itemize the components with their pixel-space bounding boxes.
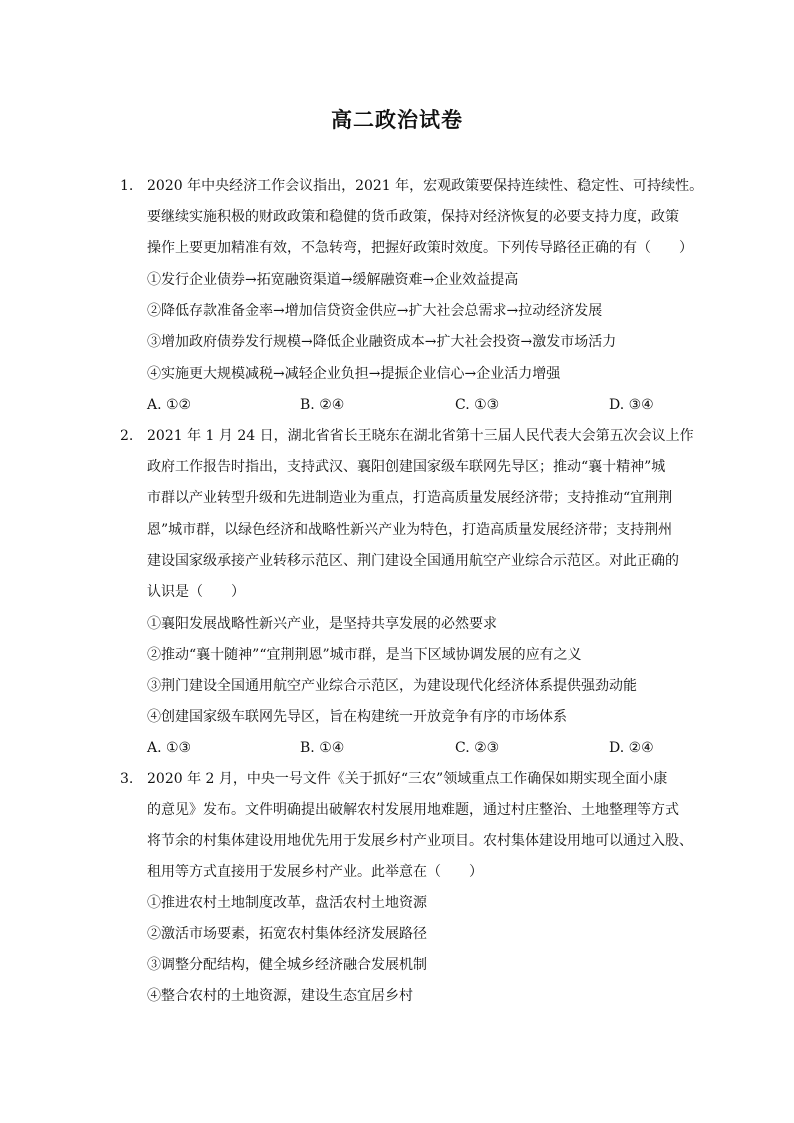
answer-options	[147, 738, 687, 758]
statement-item: ②降低存款准备金率→增加信贷资金供应→扩大社会总需求→拉动经济发展	[147, 303, 603, 319]
question-number: 2.	[120, 428, 134, 444]
question-stem-line: 2020 年中央经济工作会议指出，2021 年，宏观政策要保持连续性、稳定性、可持续性。	[147, 178, 704, 194]
statement-item: ①推进农村土地制度改革，盘活农村土地资源	[147, 895, 427, 911]
option-b[interactable]: B. ①④	[300, 740, 345, 756]
statement-item: ③增加政府债券发行规模→降低企业融资成本→扩大社会投资→激发市场活力	[147, 334, 617, 350]
statement-item: ②激活市场要素，拓宽农村集体经济发展路径	[147, 926, 427, 942]
question-stem-line: 政府工作报告时指出，支持武汉、襄阳创建国家级车联网先导区；推动“襄十精神”城	[147, 459, 666, 475]
question-stem-line: 要继续实施积极的财政政策和稳健的货币政策，保持对经济恢复的必要支持力度，政策	[147, 209, 679, 225]
statement-item: ③调整分配结构，健全城乡经济融合发展机制	[147, 957, 427, 973]
question-stem-line: 将节余的村集体建设用地优先用于发展乡村产业项目。农村集体建设用地可以通过入股、	[147, 833, 693, 849]
question-stem-line: 建设国家级承接产业转移示范区、荆门建设全国通用航空产业综合示范区。对此正确的	[147, 553, 679, 569]
option-d[interactable]: D. ②④	[609, 740, 654, 756]
question-stem-line: 恩”城市群，以绿色经济和战略性新兴产业为特色，打造高质量发展经济带；支持荆州	[147, 522, 673, 538]
option-c[interactable]: C. ①③	[455, 397, 500, 413]
question-stem-line: 2021 年 1 月 24 日，湖北省省长王晓东在湖北省第十三届人民代表大会第五次会议上作	[147, 428, 694, 444]
option-a[interactable]: A. ①③	[147, 740, 192, 756]
statement-item: ①发行企业债券→拓宽融资渠道→缓解融资难→企业效益提高	[147, 272, 519, 288]
statement-item: ④创建国家级车联网先导区，旨在构建统一开放竞争有序的市场体系	[147, 709, 567, 725]
statement-item: ①襄阳发展战略性新兴产业，是坚持共享发展的必然要求	[147, 616, 497, 632]
option-c[interactable]: C. ②③	[455, 740, 500, 756]
question-number: 3.	[120, 771, 134, 787]
option-b[interactable]: B. ②④	[300, 397, 345, 413]
statement-item: ②推动“襄十随神”“宜荆荆恩”城市群，是当下区域协调发展的应有之义	[147, 647, 582, 663]
question-stem-line: 操作上要更加精准有效，不急转弯，把握好政策时效度。下列传导路径正确的有（ ）	[147, 240, 693, 256]
question-stem-line: 市群以产业转型升级和先进制造业为重点，打造高质量发展经济带；支持推动“宜荆荆	[147, 490, 673, 506]
statement-item: ④整合农村的土地资源，建设生态宜居乡村	[147, 988, 413, 1004]
statement-item: ③荆门建设全国通用航空产业综合示范区，为建设现代化经济体系提供强劲动能	[147, 678, 637, 694]
question-stem-line: 认识是（ ）	[147, 584, 245, 600]
option-d[interactable]: D. ③④	[609, 397, 654, 413]
question-number: 1.	[120, 178, 134, 194]
question-stem-line: 租用等方式直接用于发展乡村产业。此举意在（ ）	[147, 864, 483, 880]
statement-item: ④实施更大规模减税→减轻企业负担→提振企业信心→企业活力增强	[147, 366, 561, 382]
page-title: 高二政治试卷	[331, 107, 463, 132]
option-a[interactable]: A. ①②	[147, 397, 192, 413]
question-stem-line: 的意见》发布。文件明确提出破解农村发展用地难题，通过村庄整治、土地整理等方式	[147, 802, 679, 818]
question-stem-line: 2020 年 2 月，中央一号文件《关于抓好“三农”领域重点工作确保如期实现全面小康	[147, 771, 668, 787]
answer-options	[147, 395, 687, 415]
